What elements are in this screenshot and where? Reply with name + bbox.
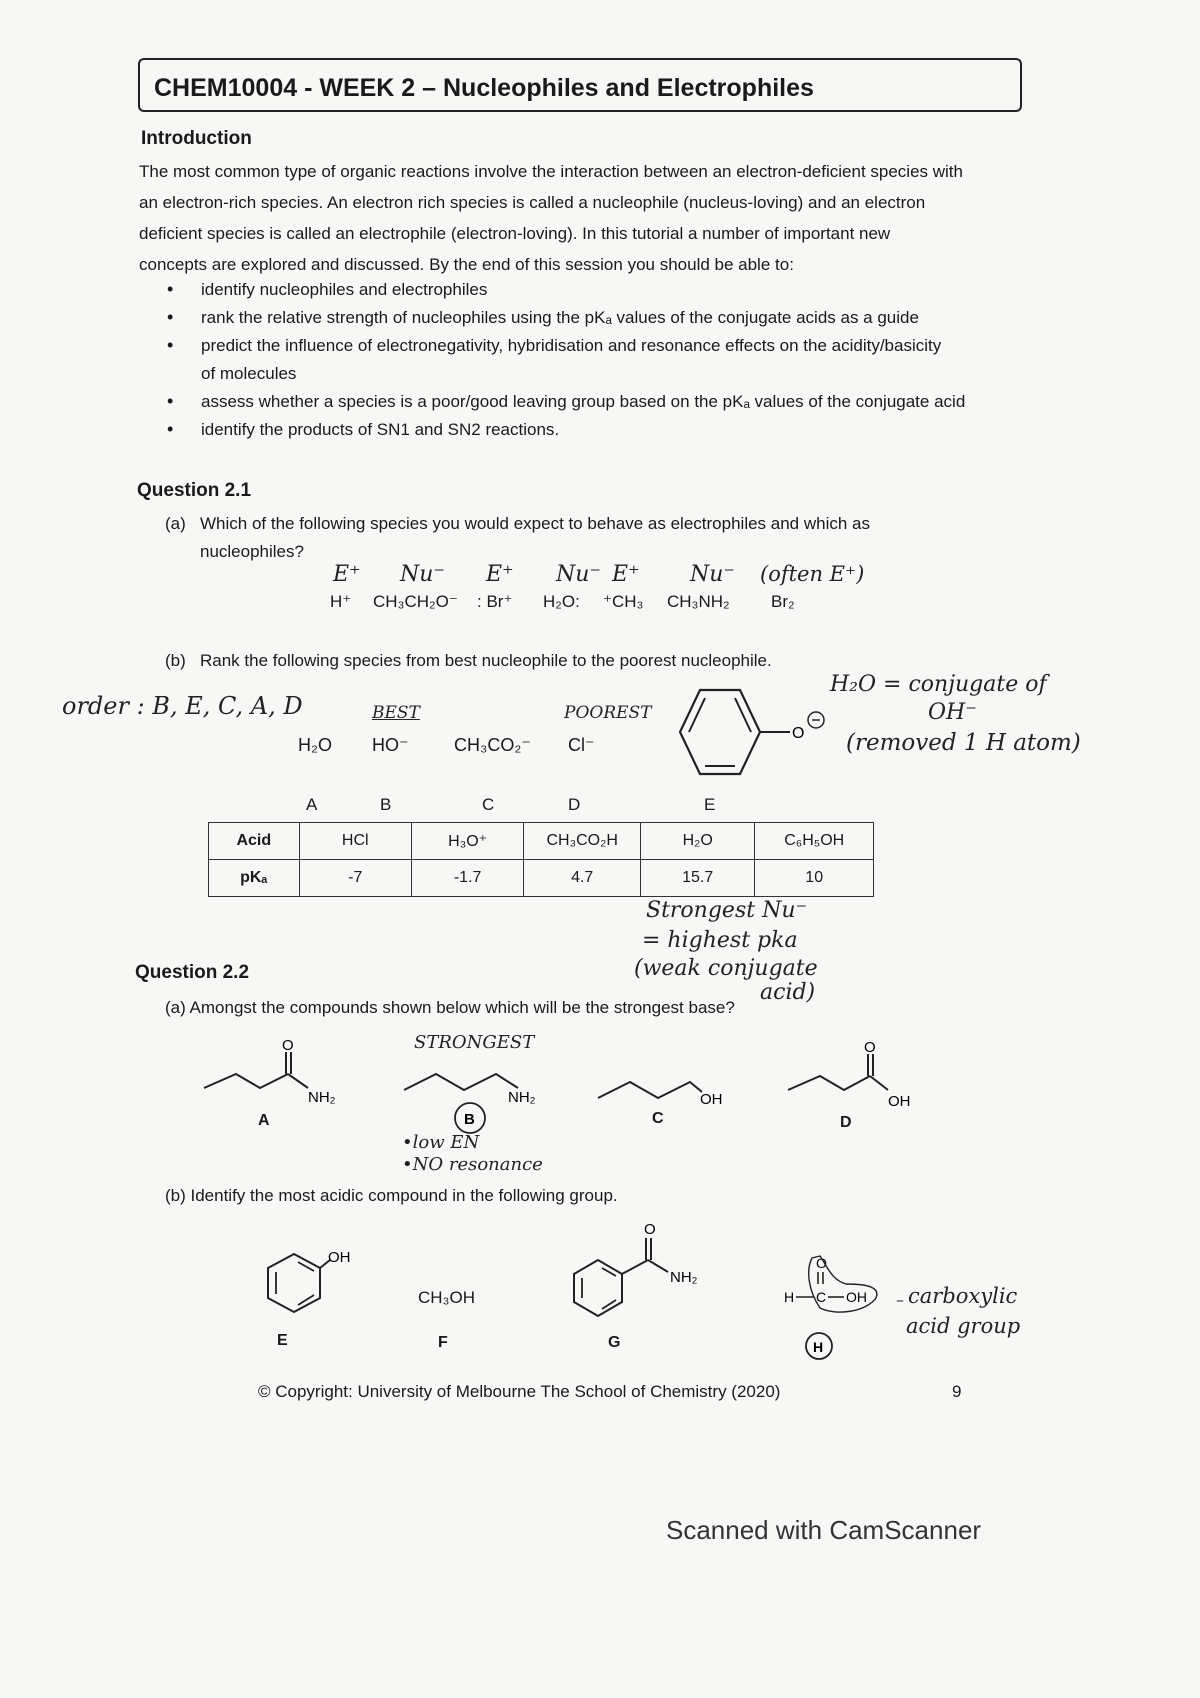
page-number: 9 [952,1382,962,1401]
list-item-continued: of molecules [201,364,297,383]
species: H⁺ [330,592,352,611]
carboxylic-note: carboxylic [908,1284,1018,1308]
hydroxyl-label: OH [700,1091,723,1108]
methanol: CH₃OH [418,1288,475,1307]
hydroxyl-label: OH [328,1249,351,1266]
compound-letter: C [482,795,495,814]
list-item: • rank the relative strength of nucleophiles using the pKₐ values of the conjugate acids as a guide [167,307,919,327]
hand-label: (often E⁺) [760,562,865,586]
hydroxyl-label: OH [846,1289,867,1305]
water-note: H₂O = conjugate of [830,672,1047,697]
question-2-2-heading: Question 2.2 [135,962,250,983]
strongest-note: (weak conjugate [634,956,818,981]
oxygen-label: O [864,1039,876,1056]
strongest-note: acid) [760,980,816,1005]
q22b-text: (b) Identify the most acidic compound in the following group. [165,1186,618,1205]
compound-letter: A [258,1112,270,1129]
species: CH₃CH₂O⁻ [373,592,458,611]
compound-letter: D [568,795,581,814]
hand-label: Nu⁻ [400,562,446,587]
q21a-text-2: nucleophiles? [200,542,304,561]
strongest-note: Strongest Nu⁻ [646,898,808,923]
table-cell: HCl [299,823,411,860]
oxygen-label: O [792,725,805,742]
question-2-1-heading: Question 2.1 [137,480,252,501]
table-cell: -7 [299,860,411,897]
table-cell: H₃O⁺ [411,823,523,860]
pka-table [208,822,874,897]
table-cell: 4.7 [524,860,641,897]
hand-label: E⁺ [612,562,640,587]
table-cell: Acid [209,823,300,860]
water-note: OH⁻ [928,700,977,725]
species: Br₂ [771,592,795,611]
table-cell: 15.7 [641,860,755,897]
nucleophile: H₂O [298,735,332,755]
hand-label: E⁺ [486,562,514,587]
objectives-list [167,274,1001,442]
oxygen-label: O [644,1221,656,1238]
compound-c-structure [594,1070,744,1120]
compound-letter: C [652,1110,664,1127]
low-en-note: •low EN [402,1132,480,1153]
order-note: order : B, E, C, A, D [62,692,303,720]
benzene-ring [680,690,760,774]
table-cell: pKₐ [209,860,300,897]
hand-label: Nu⁻ [556,562,602,587]
species: H₂O: [543,592,580,611]
compound-letter: E [277,1332,288,1349]
oxygen-label: O [282,1037,294,1054]
q22a-text: (a) Amongst the compounds shown below which will be the strongest base? [165,998,735,1017]
compound-letter: B [464,1111,475,1128]
hand-label: Nu⁻ [690,562,736,587]
hydrogen-label: H [784,1289,795,1305]
carboxylic-note: acid group [906,1314,1021,1338]
compound-g-structure [560,1216,730,1326]
table-cell: H₂O [641,823,755,860]
compound-letter: A [306,795,318,814]
table-cell: C₆H₅OH [755,823,874,860]
nucleophile: HO⁻ [372,735,409,755]
compound-h-structure [776,1250,896,1370]
strongest-label: STRONGEST [414,1032,535,1053]
species: : Br⁺ [477,592,513,611]
q21b-label: (b) [165,651,186,670]
water-note: (removed 1 H atom) [846,730,1081,756]
intro-heading: Introduction [141,128,252,149]
table-cell: CH₃CO₂H [524,823,641,860]
copyright-footer: © Copyright: University of Melbourne The School of Chemistry (2020) [258,1382,781,1401]
table-row [209,860,874,897]
intro-line: an electron-rich species. An electron rich species is called a nucleophile (nucleus-loving) and an electron [139,193,926,212]
table-row [209,823,874,860]
compound-e-structure [246,1248,366,1338]
species: ⁺CH₃ [603,592,644,611]
carbon-label: C [816,1289,827,1305]
intro-line: deficient species is called an electrophile (electron-loving). In this tutorial a number of important new [139,224,891,243]
hand-label: E⁺ [333,562,361,587]
compound-letter: G [608,1334,621,1351]
intro-paragraph [139,156,1019,280]
compound-letter: H [813,1339,824,1355]
list-item: • assess whether a species is a poor/good leaving group based on the pKₐ values of the conjugate acid [167,391,966,411]
table-cell: 10 [755,860,874,897]
q21b-text: Rank the following species from best nucleophile to the poorest nucleophile. [200,651,772,670]
amine-label: NH₂ [670,1269,698,1286]
amine-label: NH₂ [308,1089,336,1106]
compound-letter: E [704,795,716,814]
nucleophile: Cl⁻ [568,735,595,755]
intro-line: concepts are explored and discussed. By the end of this session you should be able to: [139,255,794,274]
q21a-text-1: Which of the following species you would expect to behave as electrophiles and which as [200,514,870,533]
scanner-watermark: Scanned with CamScanner [666,1515,982,1545]
strongest-note: = highest pka [642,928,798,953]
no-resonance-note: •NO resonance [402,1154,543,1175]
hydroxyl-label: OH [888,1093,911,1110]
nucleophile: CH₃CO₂⁻ [454,735,531,755]
list-item: • predict the influence of electronegativity, hybridisation and resonance effects on the acidity/basicity [167,335,942,355]
poorest-note: POOREST [564,703,652,723]
phenoxide-structure [660,682,860,792]
compound-letter: B [380,795,392,814]
list-item: • identify the products of SN1 and SN2 reactions. [167,419,560,439]
q21a-label: (a) [165,514,186,533]
compound-letter: D [840,1114,852,1131]
table-cell: -1.7 [411,860,523,897]
compound-d-structure [784,1036,934,1126]
amine-label: NH₂ [508,1089,536,1106]
best-note: BEST [372,703,420,723]
oxygen-label: O [816,1255,827,1271]
answer-circle-icon [452,1100,488,1136]
list-item: • identify nucleophiles and electrophiles [167,279,488,299]
compound-letter: F [438,1334,448,1351]
page-title: CHEM10004 - WEEK 2 – Nucleophiles and Electrophiles [154,74,814,102]
intro-line: The most common type of organic reactions involve the interaction between an electron-deficient species with [139,162,963,181]
compound-a-structure [200,1036,360,1136]
species: CH₃NH₂ [667,592,730,611]
